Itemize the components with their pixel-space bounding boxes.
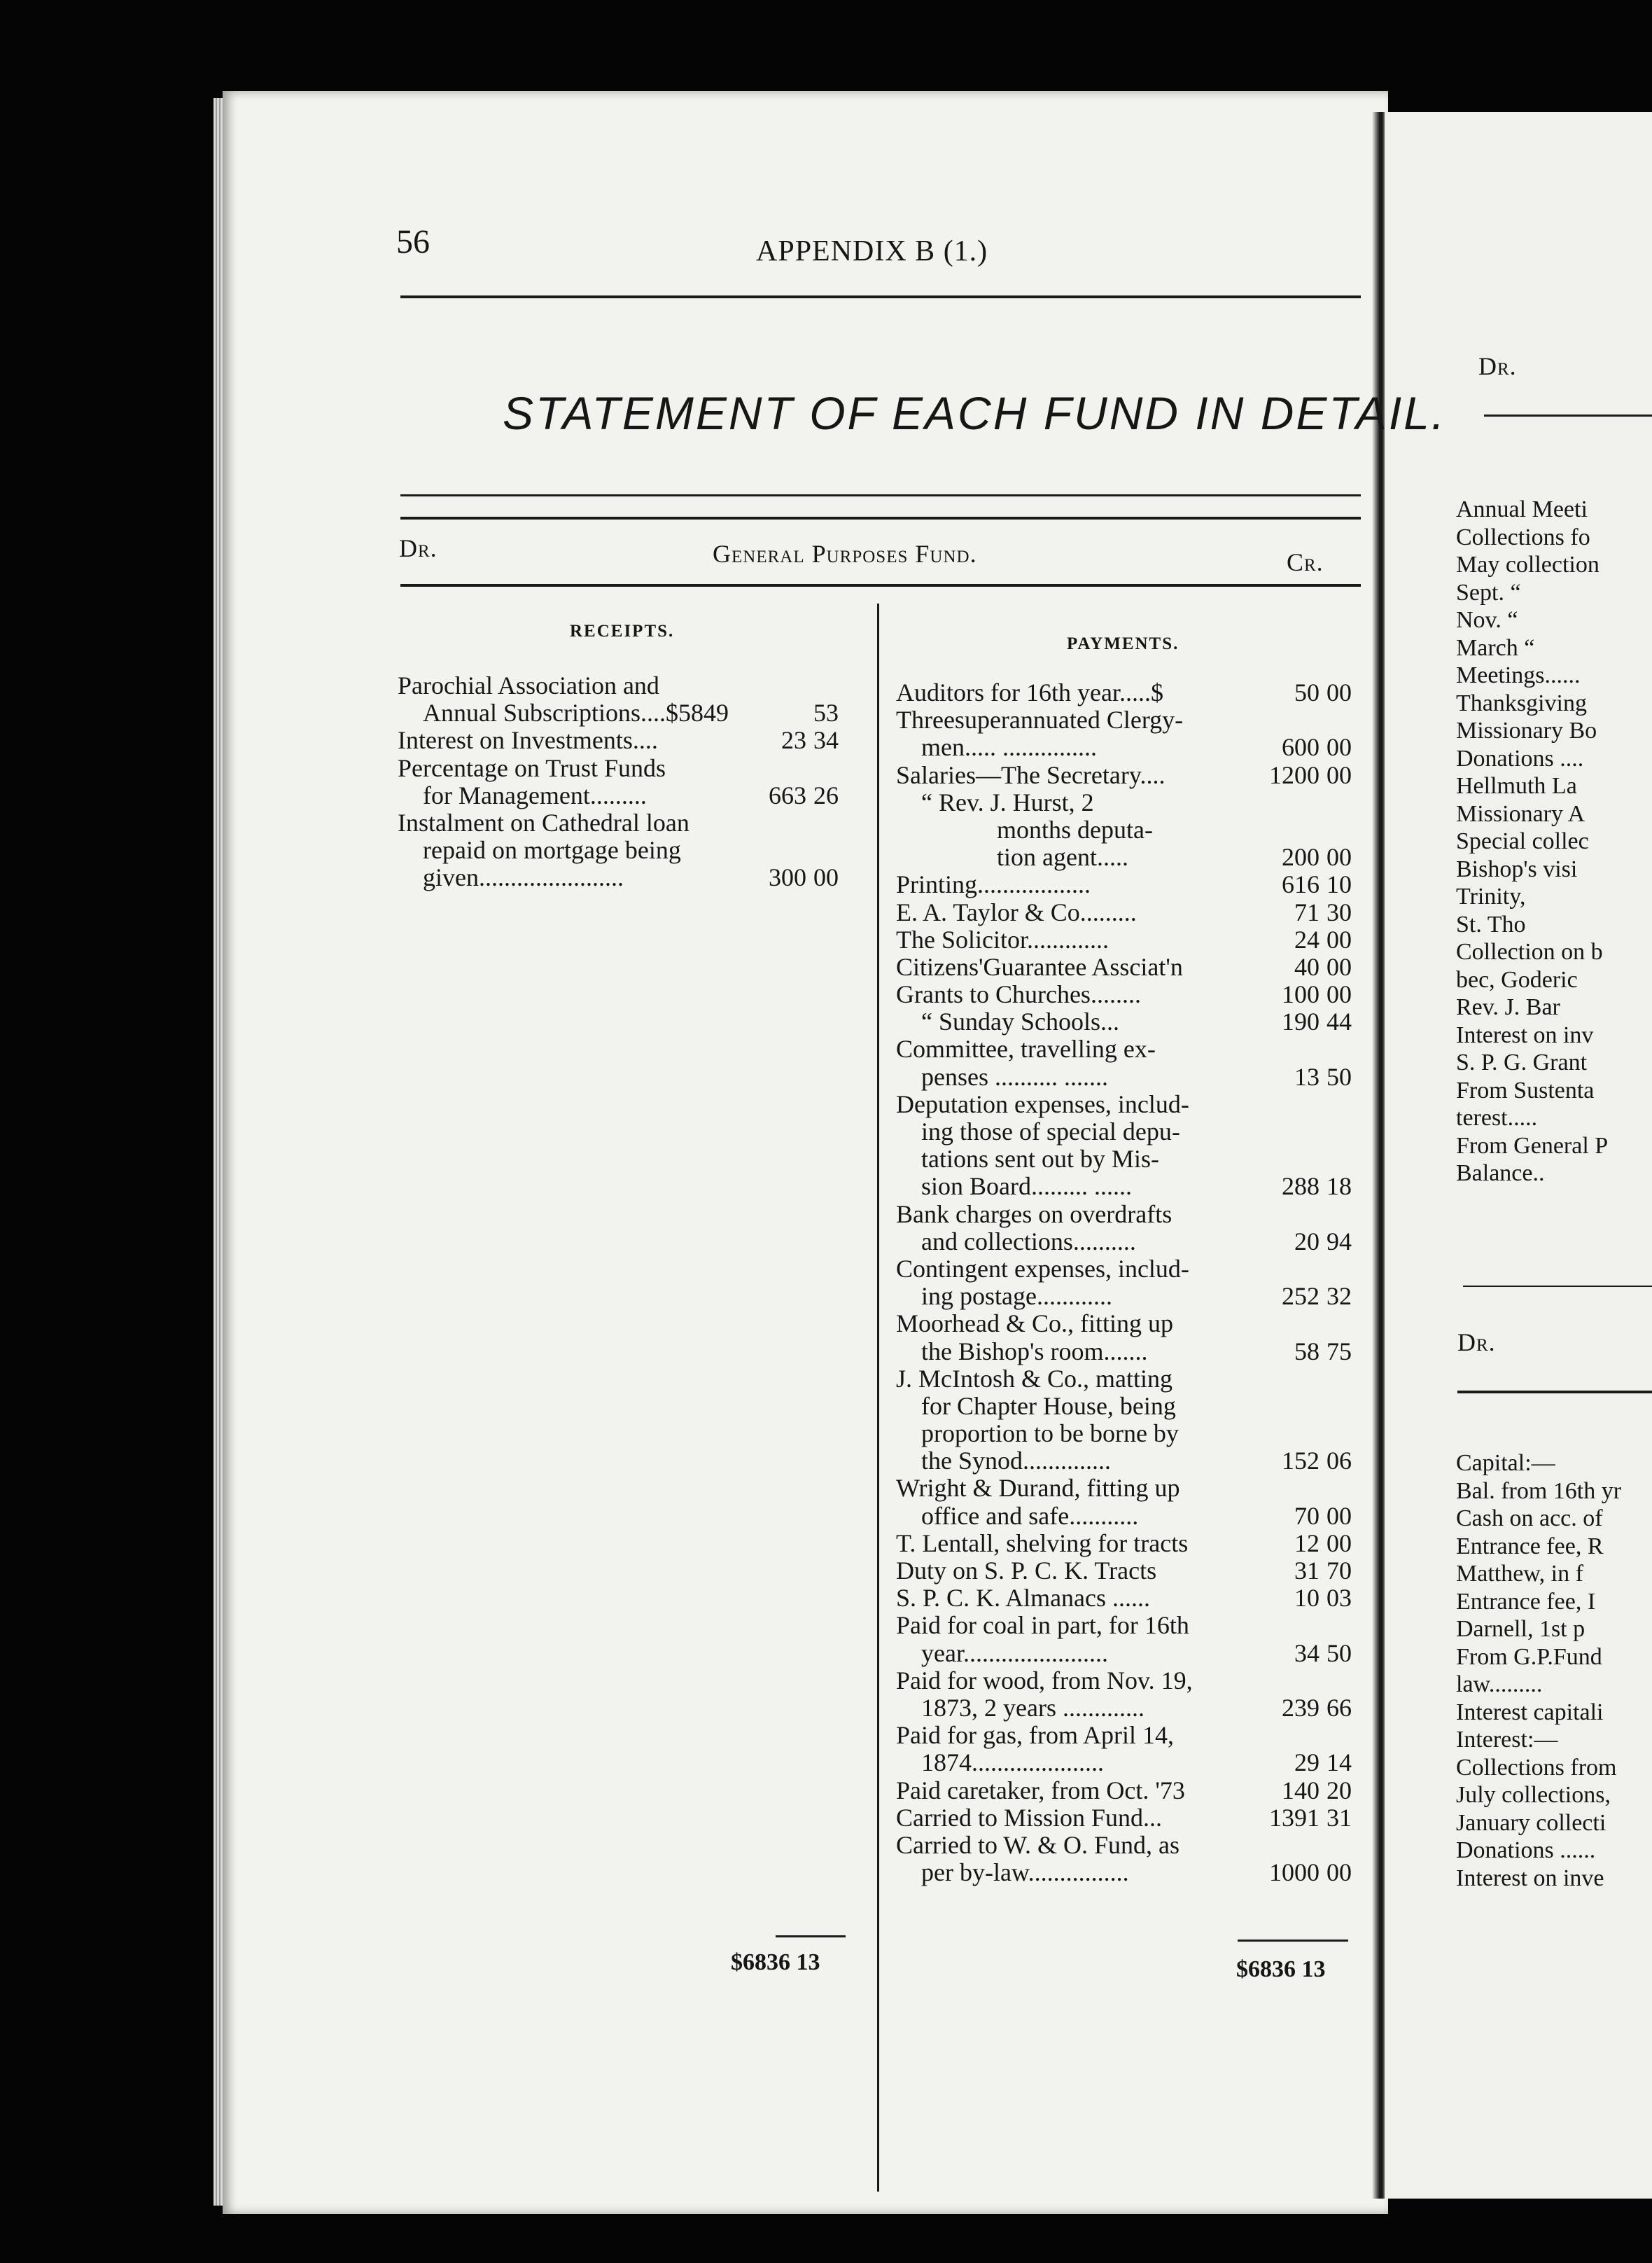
right-page-line: Annual Meeti xyxy=(1456,496,1588,522)
right-page-list-bottom xyxy=(1456,1449,1621,1892)
ledger-row xyxy=(398,782,867,809)
ledger-cents: 94 xyxy=(1326,1227,1352,1255)
ledger-dollars: 100 xyxy=(1282,980,1320,1009)
ledger-item-text: given....................... xyxy=(423,863,624,892)
ledger-dollars: 300 xyxy=(769,863,806,892)
right-page-line: law......... xyxy=(1456,1671,1543,1697)
right-page-line: Interest capitali xyxy=(1456,1699,1604,1725)
ledger-item-text: 1873, 2 years ............. xyxy=(921,1693,1144,1722)
ledger-row xyxy=(896,954,1362,981)
ledger-cents: 50 xyxy=(1326,1638,1352,1667)
ledger-row xyxy=(398,672,867,699)
ledger-dollars: 23 xyxy=(781,726,806,755)
ledger-item-text: Printing.................. xyxy=(896,870,1091,899)
ledger-dollars: 71 xyxy=(1294,898,1320,926)
ledger-row xyxy=(896,1694,1362,1722)
ledger-item-text: “ Sunday Schools... xyxy=(921,1008,1119,1036)
right-rule-bottom xyxy=(1457,1391,1652,1393)
ledger-item-text: tion agent..... xyxy=(997,843,1128,872)
ledger-item-text: Salaries—The Secretary.... xyxy=(896,760,1166,789)
right-page-line: Sept. “ xyxy=(1456,579,1521,606)
right-rule-top xyxy=(1484,415,1652,417)
ledger-dollars: 13 xyxy=(1294,1062,1320,1091)
ledger-row xyxy=(896,734,1362,761)
receipts-list xyxy=(398,672,867,892)
ledger-row xyxy=(896,1612,1362,1639)
ledger-row xyxy=(398,699,867,727)
ledger-item-text: penses .......... ....... xyxy=(921,1062,1108,1091)
ledger-cents: 00 xyxy=(1326,952,1352,981)
ledger-cents: 20 xyxy=(1326,1776,1352,1804)
ledger-dollars: 252 xyxy=(1282,1282,1320,1311)
ledger-cents: 00 xyxy=(1326,1858,1352,1887)
ledger-item-text: J. McIntosh & Co., matting xyxy=(896,1364,1172,1393)
ledger-item-text: men..... ............... xyxy=(921,733,1097,762)
column-divider xyxy=(877,604,879,2192)
right-page-line: From Sustenta xyxy=(1456,1077,1595,1103)
right-page-line: Special collec xyxy=(1456,828,1589,854)
ledger-cents: 14 xyxy=(1326,1748,1352,1777)
right-page-line: Interest:— xyxy=(1456,1727,1558,1753)
fund-cr-label: Cr. xyxy=(1287,548,1324,576)
ledger-row xyxy=(896,1338,1362,1365)
ledger-item-text: proportion to be borne by xyxy=(921,1419,1179,1448)
ledger-item-text: Committee, travelling ex- xyxy=(896,1035,1156,1064)
ledger-dollars: 663 xyxy=(769,781,806,809)
ledger-row xyxy=(896,1585,1362,1612)
ledger-row xyxy=(896,816,1362,844)
ledger-dollars: 20 xyxy=(1294,1227,1320,1255)
right-page-list-top xyxy=(1456,496,1608,1188)
ledger-dollars: 616 xyxy=(1282,870,1320,899)
ledger-row xyxy=(896,1310,1362,1337)
ledger-row xyxy=(896,1475,1362,1502)
ledger-cents: 44 xyxy=(1326,1008,1352,1036)
ledger-item-text: 1874..................... xyxy=(921,1748,1104,1777)
ledger-row xyxy=(896,1503,1362,1530)
ledger-dollars: 600 xyxy=(1282,733,1320,762)
ledger-row xyxy=(896,1530,1362,1557)
receipts-total-rule xyxy=(776,1935,846,1937)
right-page-line: From G.P.Fund xyxy=(1456,1643,1602,1670)
ledger-dollars: 58 xyxy=(1294,1337,1320,1365)
ledger-item-text: Contingent expenses, includ- xyxy=(896,1254,1189,1283)
payments-heading: PAYMENTS. xyxy=(1067,634,1180,653)
right-page-line: Missionary Bo xyxy=(1456,718,1597,744)
ledger-item-text: E. A. Taylor & Co......... xyxy=(896,898,1137,926)
ledger-item-text: year....................... xyxy=(921,1638,1108,1667)
right-page-line: St. Tho xyxy=(1456,911,1526,938)
right-page-line: Hellmuth La xyxy=(1456,773,1577,799)
ledger-row xyxy=(896,1173,1362,1200)
right-page-line: July collections, xyxy=(1456,1782,1611,1808)
ledger-row xyxy=(896,1667,1362,1694)
ledger-cents: 00 xyxy=(1326,678,1352,706)
ledger-cents: 31 xyxy=(1326,1803,1352,1832)
ledger-row xyxy=(896,1393,1362,1420)
right-dr-top: Dr. xyxy=(1478,352,1517,380)
ledger-cents: 00 xyxy=(1326,980,1352,1009)
right-page-line: Missionary A xyxy=(1456,800,1586,827)
ledger-row xyxy=(896,1640,1362,1667)
ledger-cents: 00 xyxy=(1326,843,1352,872)
right-page-line: S. P. G. Grant xyxy=(1456,1050,1588,1075)
ledger-cents: 00 xyxy=(813,863,839,892)
ledger-row xyxy=(896,1420,1362,1447)
ledger-item-text: T. Lentall, shelving for tracts xyxy=(896,1529,1189,1557)
payments-total: $6836 13 xyxy=(1236,1956,1326,1982)
right-dr-bottom: Dr. xyxy=(1457,1328,1496,1356)
ledger-cents: 30 xyxy=(1326,898,1352,926)
ledger-row xyxy=(896,871,1362,898)
header-rule xyxy=(400,295,1361,298)
ledger-cents: 32 xyxy=(1326,1282,1352,1311)
right-page-line: Capital:— xyxy=(1456,1450,1555,1476)
ledger-dollars: 1000 xyxy=(1269,1858,1320,1887)
ledger-cents: 70 xyxy=(1326,1557,1352,1585)
ledger-row xyxy=(896,679,1362,706)
ledger-dollars: 140 xyxy=(1282,1776,1320,1804)
ledger-item-text: The Solicitor............. xyxy=(896,925,1109,954)
ledger-cents: 00 xyxy=(1326,760,1352,789)
ledger-dollars: 288 xyxy=(1282,1172,1320,1201)
ledger-item-text: Paid for wood, from Nov. 19, xyxy=(896,1666,1193,1694)
ledger-dollars: 29 xyxy=(1294,1748,1320,1777)
ledger-row xyxy=(896,1146,1362,1173)
ledger-dollars: 50 xyxy=(1294,678,1320,706)
ledger-row xyxy=(398,809,867,837)
ledger-cents: 18 xyxy=(1326,1172,1352,1201)
ledger-row xyxy=(398,755,867,782)
right-page-line: May collection xyxy=(1456,552,1600,578)
ledger-item-text: S. P. C. K. Almanacs ...... xyxy=(896,1584,1151,1613)
right-page-line: Donations .... xyxy=(1456,745,1584,772)
ledger-row xyxy=(896,1749,1362,1776)
ledger-row xyxy=(896,1036,1362,1063)
right-page-line: Donations ...... xyxy=(1456,1837,1596,1863)
right-page-line: Trinity, xyxy=(1456,884,1526,910)
fund-rule-top-1 xyxy=(400,494,1361,496)
ledger-item-text: “ Rev. J. Hurst, 2 xyxy=(921,788,1094,816)
page-number: 56 xyxy=(396,223,430,260)
ledger-item-text: Paid for coal in part, for 16th xyxy=(896,1611,1189,1640)
ledger-row xyxy=(896,1283,1362,1310)
right-page-line: Collections fo xyxy=(1456,524,1590,550)
ledger-row xyxy=(398,727,867,754)
ledger-row xyxy=(896,1255,1362,1283)
ledger-dollars: 24 xyxy=(1294,925,1320,954)
ledger-row xyxy=(896,926,1362,954)
right-page-line: Thanksgiving xyxy=(1456,690,1587,716)
ledger-row xyxy=(896,1064,1362,1091)
ledger-item-text: Bank charges on overdrafts xyxy=(896,1199,1172,1228)
ledger-row xyxy=(398,837,867,864)
ledger-row xyxy=(896,1118,1362,1146)
ledger-row xyxy=(896,899,1362,926)
ledger-row xyxy=(896,1228,1362,1255)
ledger-dollars: 152 xyxy=(1282,1447,1320,1475)
ledger-item-text: Grants to Churches........ xyxy=(896,980,1141,1009)
ledger-item-text: for Chapter House, being xyxy=(921,1391,1176,1420)
ledger-item-text: for Management......... xyxy=(423,781,647,809)
ledger-row xyxy=(896,1091,1362,1118)
ledger-cents: 34 xyxy=(813,726,839,755)
payments-list xyxy=(896,679,1362,1886)
ledger-item-text: ing postage............ xyxy=(921,1282,1112,1311)
ledger-cents: 00 xyxy=(1326,1529,1352,1557)
ledger-item-text: Percentage on Trust Funds xyxy=(398,753,666,782)
fund-rule-bottom xyxy=(400,584,1361,587)
ledger-dollars: 1200 xyxy=(1269,760,1320,789)
ledger-row xyxy=(896,1832,1362,1859)
ledger-item-text: ing those of special depu- xyxy=(921,1117,1180,1146)
ledger-row xyxy=(896,1365,1362,1393)
right-page-line: Meetings...... xyxy=(1456,662,1581,688)
ledger-cents: 53 xyxy=(813,699,839,727)
ledger-item-text: months deputa- xyxy=(997,815,1153,844)
ledger-item-text: and collections.......... xyxy=(921,1227,1136,1255)
ledger-item-text: tations sent out by Mis- xyxy=(921,1145,1159,1174)
ledger-item-text: Carried to W. & O. Fund, as xyxy=(896,1830,1180,1859)
running-head: APPENDIX B (1.) xyxy=(756,235,988,267)
ledger-item-text: per by-law................ xyxy=(921,1858,1129,1887)
ledger-cents: 03 xyxy=(1326,1584,1352,1613)
ledger-item-text: Auditors for 16th year.....$ xyxy=(896,678,1163,706)
ledger-row xyxy=(896,789,1362,816)
right-page-line: From General P xyxy=(1456,1132,1609,1159)
ledger-cents: 50 xyxy=(1326,1062,1352,1091)
right-page-line: Balance.. xyxy=(1456,1160,1545,1186)
right-page-line: Entrance fee, R xyxy=(1456,1533,1604,1559)
right-page-line: Bishop's visi xyxy=(1456,856,1578,882)
right-page-line: Nov. “ xyxy=(1456,607,1518,633)
ledger-cents: 75 xyxy=(1326,1337,1352,1365)
ledger-item-text: office and safe........... xyxy=(921,1501,1139,1530)
ledger-dollars: 200 xyxy=(1282,843,1320,872)
ledger-item-text: Parochial Association and xyxy=(398,671,659,699)
ledger-dollars: 34 xyxy=(1294,1638,1320,1667)
ledger-dollars: 70 xyxy=(1294,1501,1320,1530)
ledger-row xyxy=(896,1201,1362,1228)
ledger-dollars: 1391 xyxy=(1269,1803,1320,1832)
ledger-dollars: 10 xyxy=(1294,1584,1320,1613)
right-page-line: Interest on inv xyxy=(1456,1022,1594,1048)
right-page-line: Collections from xyxy=(1456,1754,1617,1781)
ledger-item-text: Citizens'Guarantee Assciat'n xyxy=(896,952,1183,981)
ledger-item-text: Carried to Mission Fund... xyxy=(896,1803,1163,1832)
right-page-line: March “ xyxy=(1456,634,1535,661)
right-rule-mid xyxy=(1463,1286,1652,1287)
ledger-dollars: 31 xyxy=(1294,1557,1320,1585)
ledger-item-text: Annual Subscriptions....$5849 xyxy=(423,699,729,727)
fund-dr-label: Dr. xyxy=(399,534,438,562)
ledger-dollars: 190 xyxy=(1282,1008,1320,1036)
ledger-cents: 00 xyxy=(1326,733,1352,762)
ledger-item-text: Paid caretaker, from Oct. '73 xyxy=(896,1776,1185,1804)
ledger-dollars: 40 xyxy=(1294,952,1320,981)
payments-total-rule xyxy=(1238,1940,1348,1942)
ledger-item-text: repaid on mortgage being xyxy=(423,836,681,865)
ledger-cents: 00 xyxy=(1326,1501,1352,1530)
ledger-row xyxy=(896,1557,1362,1585)
fund-rule-top-2 xyxy=(400,517,1361,520)
ledger-row xyxy=(896,1859,1362,1886)
right-page-line: Darnell, 1st p xyxy=(1456,1616,1586,1642)
ledger-item-text: Moorhead & Co., fitting up xyxy=(896,1309,1173,1338)
right-page-line: Entrance fee, I xyxy=(1456,1588,1596,1615)
right-page-line: Matthew, in f xyxy=(1456,1561,1583,1587)
ledger-row xyxy=(896,844,1362,871)
ledger-item-text: Duty on S. P. C. K. Tracts xyxy=(896,1557,1157,1585)
ledger-row xyxy=(398,864,867,891)
ledger-cents: 00 xyxy=(1326,925,1352,954)
right-page-line: Collection on b xyxy=(1456,939,1603,965)
receipts-total: $6836 13 xyxy=(731,1949,820,1975)
right-page-line: bec, Goderic xyxy=(1456,966,1578,993)
ledger-row xyxy=(896,1722,1362,1749)
ledger-dollars: 239 xyxy=(1282,1693,1320,1722)
right-page-line: terest..... xyxy=(1456,1105,1538,1131)
ledger-dollars: 12 xyxy=(1294,1529,1320,1557)
ledger-item-text: Threesuperannuated Clergy- xyxy=(896,706,1184,734)
statement-title: STATEMENT OF EACH FUND IN DETAIL. xyxy=(503,387,1447,439)
ledger-item-text: Deputation expenses, includ- xyxy=(896,1089,1189,1118)
ledger-item-text: Interest on Investments.... xyxy=(398,726,658,755)
fund-title: General Purposes Fund. xyxy=(713,540,977,568)
right-page-line: Bal. from 16th yr xyxy=(1456,1477,1622,1504)
right-page-line: Cash on acc. of xyxy=(1456,1505,1603,1531)
ledger-cents: 26 xyxy=(813,781,839,809)
ledger-item-text: the Bishop's room....... xyxy=(921,1337,1148,1365)
ledger-cents: 10 xyxy=(1326,870,1352,899)
right-page-line: January collecti xyxy=(1456,1809,1606,1836)
ledger-item-text: the Synod.............. xyxy=(921,1447,1112,1475)
receipts-heading: RECEIPTS. xyxy=(570,622,675,641)
ledger-row xyxy=(896,981,1362,1008)
right-page-line: Rev. J. Bar xyxy=(1456,994,1560,1020)
ledger-cents: 06 xyxy=(1326,1447,1352,1475)
right-page-line: Interest on inve xyxy=(1456,1865,1604,1891)
ledger-item-text: Wright & Durand, fitting up xyxy=(896,1474,1180,1503)
ledger-item-text: Instalment on Cathedral loan xyxy=(398,808,690,837)
ledger-item-text: sion Board......... ...... xyxy=(921,1172,1132,1201)
ledger-row xyxy=(896,1008,1362,1036)
ledger-row xyxy=(896,1447,1362,1475)
ledger-row xyxy=(896,706,1362,734)
ledger-cents: 66 xyxy=(1326,1693,1352,1722)
ledger-row xyxy=(896,762,1362,789)
ledger-row xyxy=(896,1777,1362,1804)
ledger-item-text: Paid for gas, from April 14, xyxy=(896,1721,1174,1750)
ledger-row xyxy=(896,1804,1362,1832)
